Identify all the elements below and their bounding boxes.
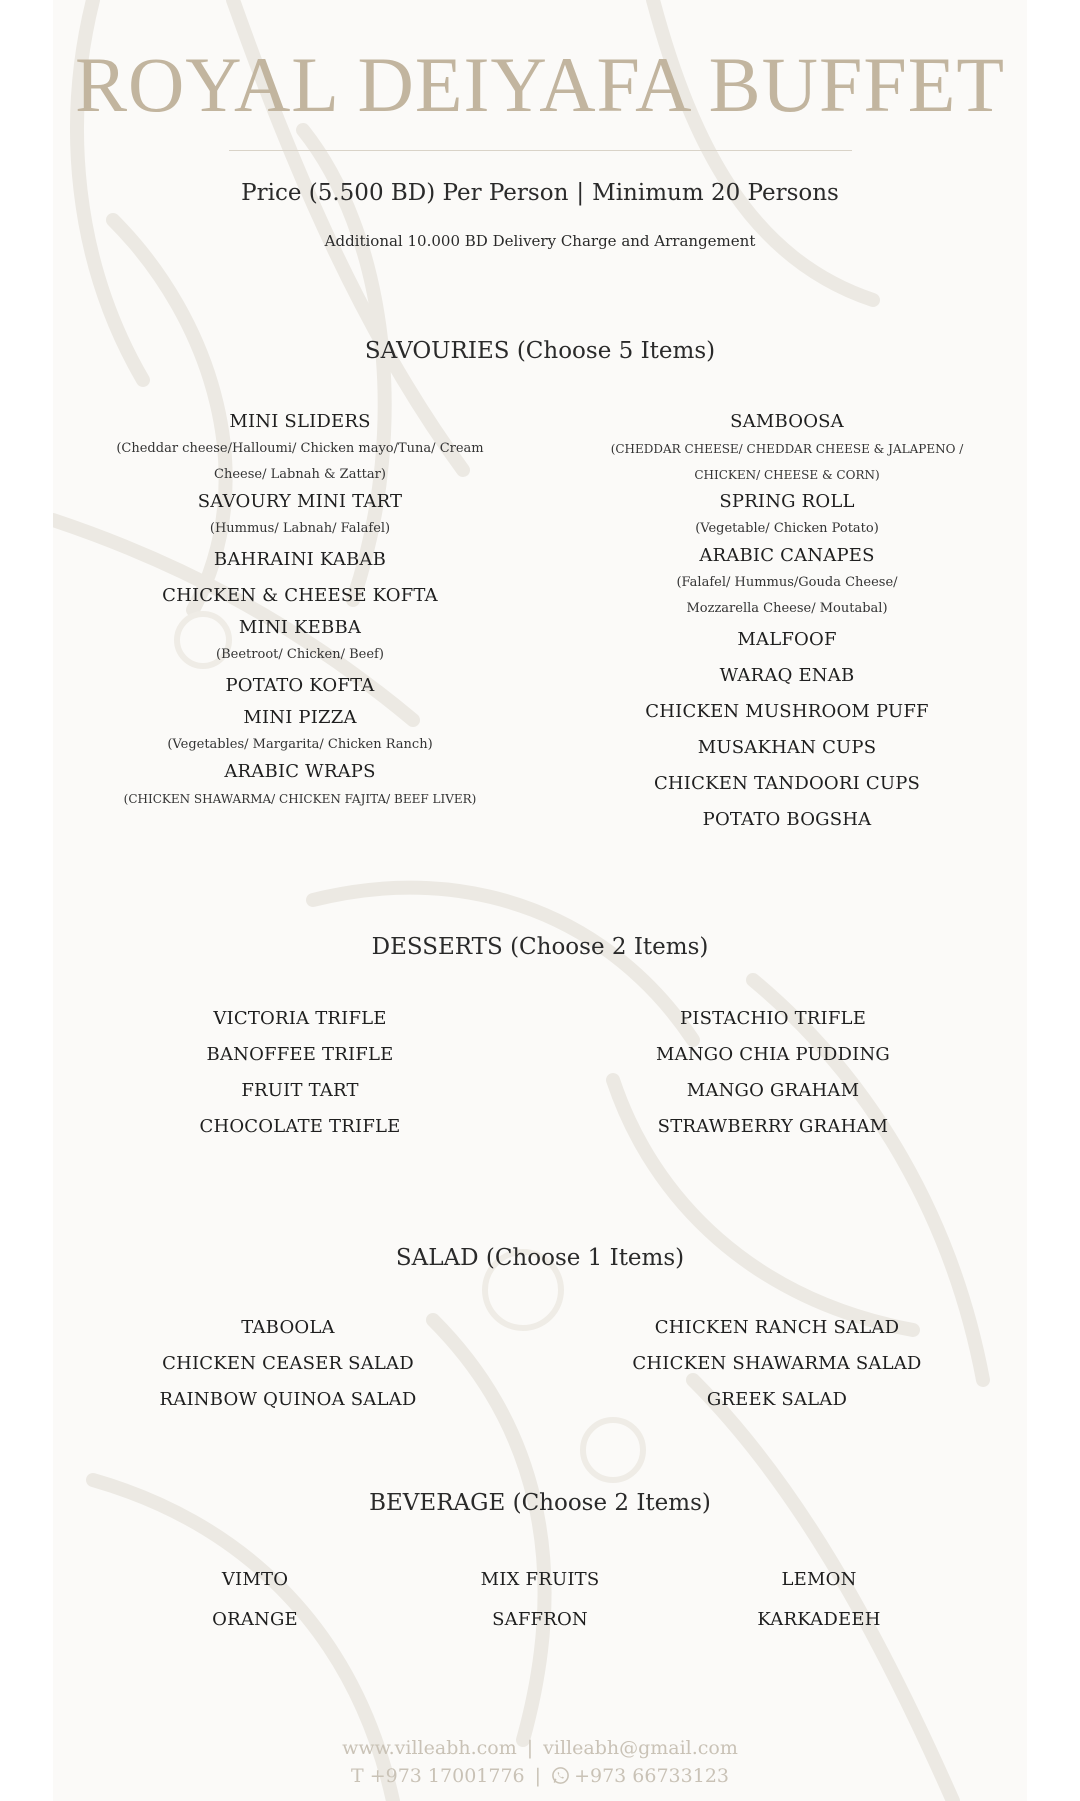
item-name: MINI PIZZA (243, 707, 357, 728)
list-item: LEMON (781, 1569, 857, 1590)
list-item: WARAQ ENAB (719, 665, 855, 686)
item-name: SAMBOOSA (730, 411, 844, 432)
whatsapp-contact (551, 1765, 729, 1787)
item-name: SPRING ROLL (719, 491, 855, 512)
list-item: CHICKEN CEASER SALAD (162, 1353, 414, 1374)
list-item: RAINBOW QUINOA SALAD (159, 1389, 417, 1410)
phone-number: T +973 17001776 (351, 1765, 525, 1787)
footer-phone-line: T +973 17001776 | +973 66733123 (351, 1765, 729, 1787)
menu-title: ROYAL DEIYAFA BUFFET (74, 41, 1006, 128)
list-item (90, 488, 510, 542)
desserts-title: DESSERTS (Choose 2 Items) (371, 934, 709, 960)
website-link[interactable]: www.villeabh.com (342, 1737, 517, 1759)
item-options: (Falafel/ Hummus/Gouda Cheese/ Mozzarella Cheese/ Moutabal) (676, 575, 898, 616)
item-options: (Beetroot/ Chicken/ Beef) (216, 647, 384, 662)
list-item: PISTACHIO TRIFLE (679, 1008, 867, 1029)
item-name: MINI KEBBA (238, 617, 362, 638)
list-item: MIX FRUITS (480, 1569, 600, 1590)
whatsapp-number: +973 66733123 (574, 1765, 729, 1787)
desserts-left-column (140, 1001, 460, 1145)
salad-right-column (597, 1310, 957, 1418)
delivery-note: Additional 10.000 BD Delivery Charge and Arrangement (324, 232, 756, 250)
title-divider (229, 150, 852, 151)
list-item: BAHRAINI KABAB (213, 549, 387, 570)
item-options: (CHICKEN SHAWARMA/ CHICKEN FAJITA/ BEEF LIVER) (123, 792, 477, 806)
list-item: CHICKEN RANCH SALAD (654, 1317, 900, 1338)
list-item: MALFOOF (737, 629, 837, 650)
list-item: BANOFFEE TRIFLE (206, 1044, 394, 1065)
salad-title: SALAD (Choose 1 Items) (395, 1245, 685, 1271)
list-item: GREEK SALAD (706, 1389, 848, 1410)
list-item (90, 758, 510, 812)
item-name: MINI SLIDERS (229, 411, 371, 432)
email-link[interactable]: villeabh@gmail.com (543, 1737, 738, 1759)
list-item: CHICKEN MUSHROOM PUFF (645, 701, 929, 722)
beverage-column-2 (440, 1560, 640, 1640)
minimum-text: Minimum 20 Persons (592, 180, 839, 206)
item-options: (Vegetables/ Margarita/ Chicken Ranch) (167, 737, 433, 752)
list-item: MANGO CHIA PUDDING (655, 1044, 890, 1065)
item-name: ARABIC WRAPS (224, 761, 376, 782)
list-item: MANGO GRAHAM (686, 1080, 860, 1101)
whatsapp-icon (551, 1766, 570, 1785)
menu-panel (53, 0, 1027, 1801)
desserts-right-column (613, 1001, 933, 1145)
item-options: (Vegetable/ Chicken Potato) (695, 521, 879, 536)
beverage-column-1 (155, 1560, 355, 1640)
list-item: CHOCOLATE TRIFLE (199, 1116, 401, 1137)
list-item (90, 408, 510, 488)
item-options: (Cheddar cheese/Halloumi/ Chicken mayo/Tuna/ Cream Cheese/ Labnah & Zattar) (116, 441, 484, 482)
price-line: Price (5.500 BD) Per Person | Minimum 20 Persons (241, 180, 839, 206)
list-item (577, 488, 997, 542)
list-item: KARKADEEH (757, 1609, 881, 1630)
footer-contact-line: www.villeabh.com | villeabh@gmail.com (342, 1737, 738, 1759)
list-item: POTATO BOGSHA (702, 809, 872, 830)
list-item: TABOOLA (241, 1317, 335, 1338)
list-item (90, 614, 510, 668)
list-item: ORANGE (212, 1609, 298, 1630)
beverage-title: BEVERAGE (Choose 2 Items) (369, 1490, 711, 1516)
item-name: ARABIC CANAPES (699, 545, 875, 566)
list-item: CHICKEN & CHEESE KOFTA (162, 585, 438, 606)
list-item (90, 704, 510, 758)
list-item: VICTORIA TRIFLE (213, 1008, 387, 1029)
list-item: MUSAKHAN CUPS (697, 737, 877, 758)
salad-left-column (128, 1310, 448, 1418)
list-item (577, 542, 997, 622)
savouries-title: SAVOURIES (Choose 5 Items) (364, 338, 716, 364)
price-text: Price (5.500 BD) Per Person (241, 180, 569, 206)
list-item: VIMTO (221, 1569, 289, 1590)
list-item: STRAWBERRY GRAHAM (657, 1116, 889, 1137)
list-item: FRUIT TART (241, 1080, 359, 1101)
savouries-left-column (90, 408, 510, 812)
item-options: (CHEDDAR CHEESE/ CHEDDAR CHEESE & JALAPENO / CHICKEN/ CHEESE & CORN) (610, 442, 964, 482)
list-item: SAFFRON (492, 1609, 588, 1630)
list-item (577, 408, 997, 488)
savouries-right-column (577, 408, 997, 838)
list-item: CHICKEN TANDOORI CUPS (653, 773, 921, 794)
list-item: POTATO KOFTA (225, 675, 375, 696)
beverage-column-3 (719, 1560, 919, 1640)
item-name: SAVOURY MINI TART (197, 491, 403, 512)
item-options: (Hummus/ Labnah/ Falafel) (209, 521, 391, 536)
list-item: CHICKEN SHAWARMA SALAD (632, 1353, 922, 1374)
